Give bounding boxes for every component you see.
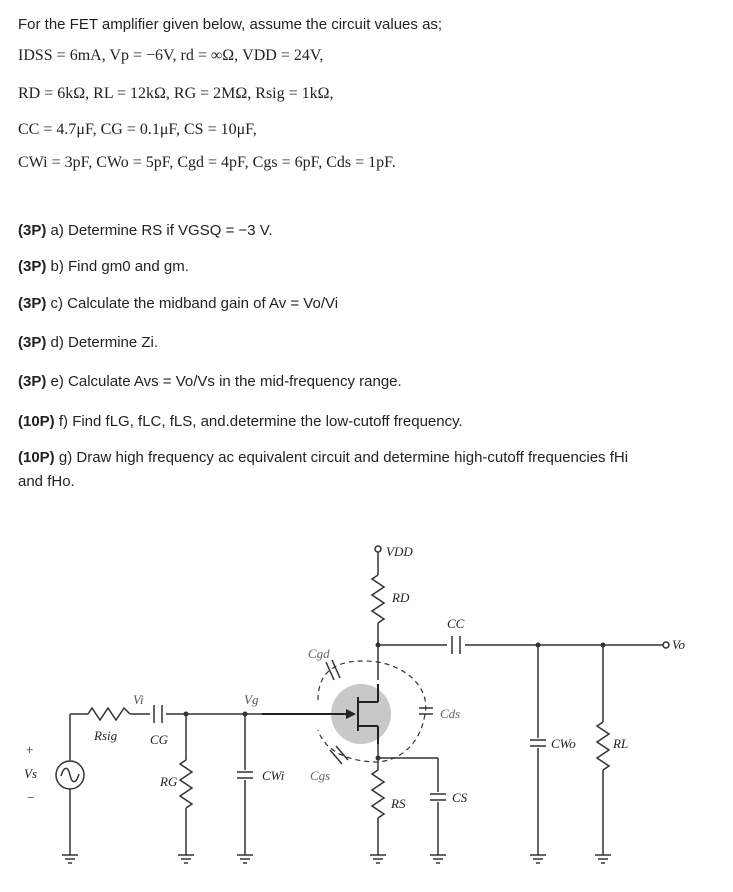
question-f-points: (10P) xyxy=(18,413,55,430)
question-g-cont: and fHo. xyxy=(18,473,75,490)
question-f-text: f) Find fLG, fLC, fLS, and.determine the low-cutoff frequency. xyxy=(58,413,463,430)
vi-label: Vi xyxy=(133,692,144,707)
rsig-label: Rsig xyxy=(94,728,118,743)
cwo-label: CWo xyxy=(551,736,576,751)
cds-label: Cds xyxy=(440,706,461,721)
cgd-label: Cgd xyxy=(308,646,330,661)
question-c-points: (3P) xyxy=(18,295,47,312)
rs-resistor xyxy=(372,770,384,818)
ground-symbol-rs xyxy=(370,855,386,863)
rl-label: RL xyxy=(613,736,629,751)
cgs-plate-1 xyxy=(330,750,342,764)
cgs-plate-2 xyxy=(336,746,348,760)
rl-resistor xyxy=(597,722,609,770)
cgs-label: Cgs xyxy=(310,768,331,783)
plus-sign: + xyxy=(26,742,34,757)
cs-label: CS xyxy=(452,790,468,805)
values-line-2: RD = 6kΩ, RL = 12kΩ, RG = 2MΩ, Rsig = 1kΩ, xyxy=(18,85,334,102)
question-e-points: (3P) xyxy=(18,373,47,390)
ground-symbol-rg xyxy=(178,855,194,863)
question-d-points: (3P) xyxy=(18,334,47,351)
rd-label: RD xyxy=(392,590,410,605)
question-a-text: a) Determine RS if VGSQ = −3 V. xyxy=(50,222,273,239)
cgd-plate-1 xyxy=(326,662,334,680)
vdd-terminal xyxy=(375,546,381,552)
question-c-text: c) Calculate the midband gain of Av = Vo/Vi xyxy=(50,295,339,312)
cgd-plate-2 xyxy=(332,660,340,678)
rs-label: RS xyxy=(391,796,406,811)
cwi-label: CWi xyxy=(262,768,285,783)
values-line-3: CC = 4.7μF, CG = 0.1μF, CS = 10μF, xyxy=(18,121,257,138)
vs-label: Vs xyxy=(24,766,37,781)
vdd-label: VDD xyxy=(386,544,413,559)
question-d-text: d) Determine Zi. xyxy=(50,334,159,351)
values-line-1: IDSS = 6mA, Vp = −6V, rd = ∞Ω, VDD = 24V, xyxy=(18,47,324,64)
vg-label: Vg xyxy=(244,692,259,707)
cc-label: CC xyxy=(447,616,465,631)
question-b-text: b) Find gm0 and gm. xyxy=(50,258,189,275)
intro-text: For the FET amplifier given below, assume the circuit values as; xyxy=(18,16,443,33)
rsig-resistor xyxy=(88,708,130,720)
vo-terminal xyxy=(663,642,669,648)
ground-symbol-rl xyxy=(595,855,611,863)
rd-resistor xyxy=(372,575,384,623)
question-g-text: g) Draw high frequency ac equivalent circuit and determine high-cutoff frequencies fHi xyxy=(58,449,629,466)
rg-label: RG xyxy=(160,774,178,789)
question-a-points: (3P) xyxy=(18,222,47,239)
ground-symbol-cs xyxy=(430,855,446,863)
minus-sign: − xyxy=(27,790,35,805)
cg-label: CG xyxy=(150,732,169,747)
ground-symbol-cwi xyxy=(237,855,253,863)
vo-label: Vo xyxy=(672,637,685,652)
ground-symbol-cwo xyxy=(530,855,546,863)
question-e-text: e) Calculate Avs = Vo/Vs in the mid-frequency range. xyxy=(50,373,402,390)
question-g-points: (10P) xyxy=(18,449,55,466)
values-line-4: CWi = 3pF, CWo = 5pF, Cgd = 4pF, Cgs = 6pF, Cds = 1pF. xyxy=(18,154,396,171)
rg-resistor xyxy=(180,760,192,808)
question-b-points: (3P) xyxy=(18,258,47,275)
ground-symbol-vs xyxy=(62,855,78,863)
